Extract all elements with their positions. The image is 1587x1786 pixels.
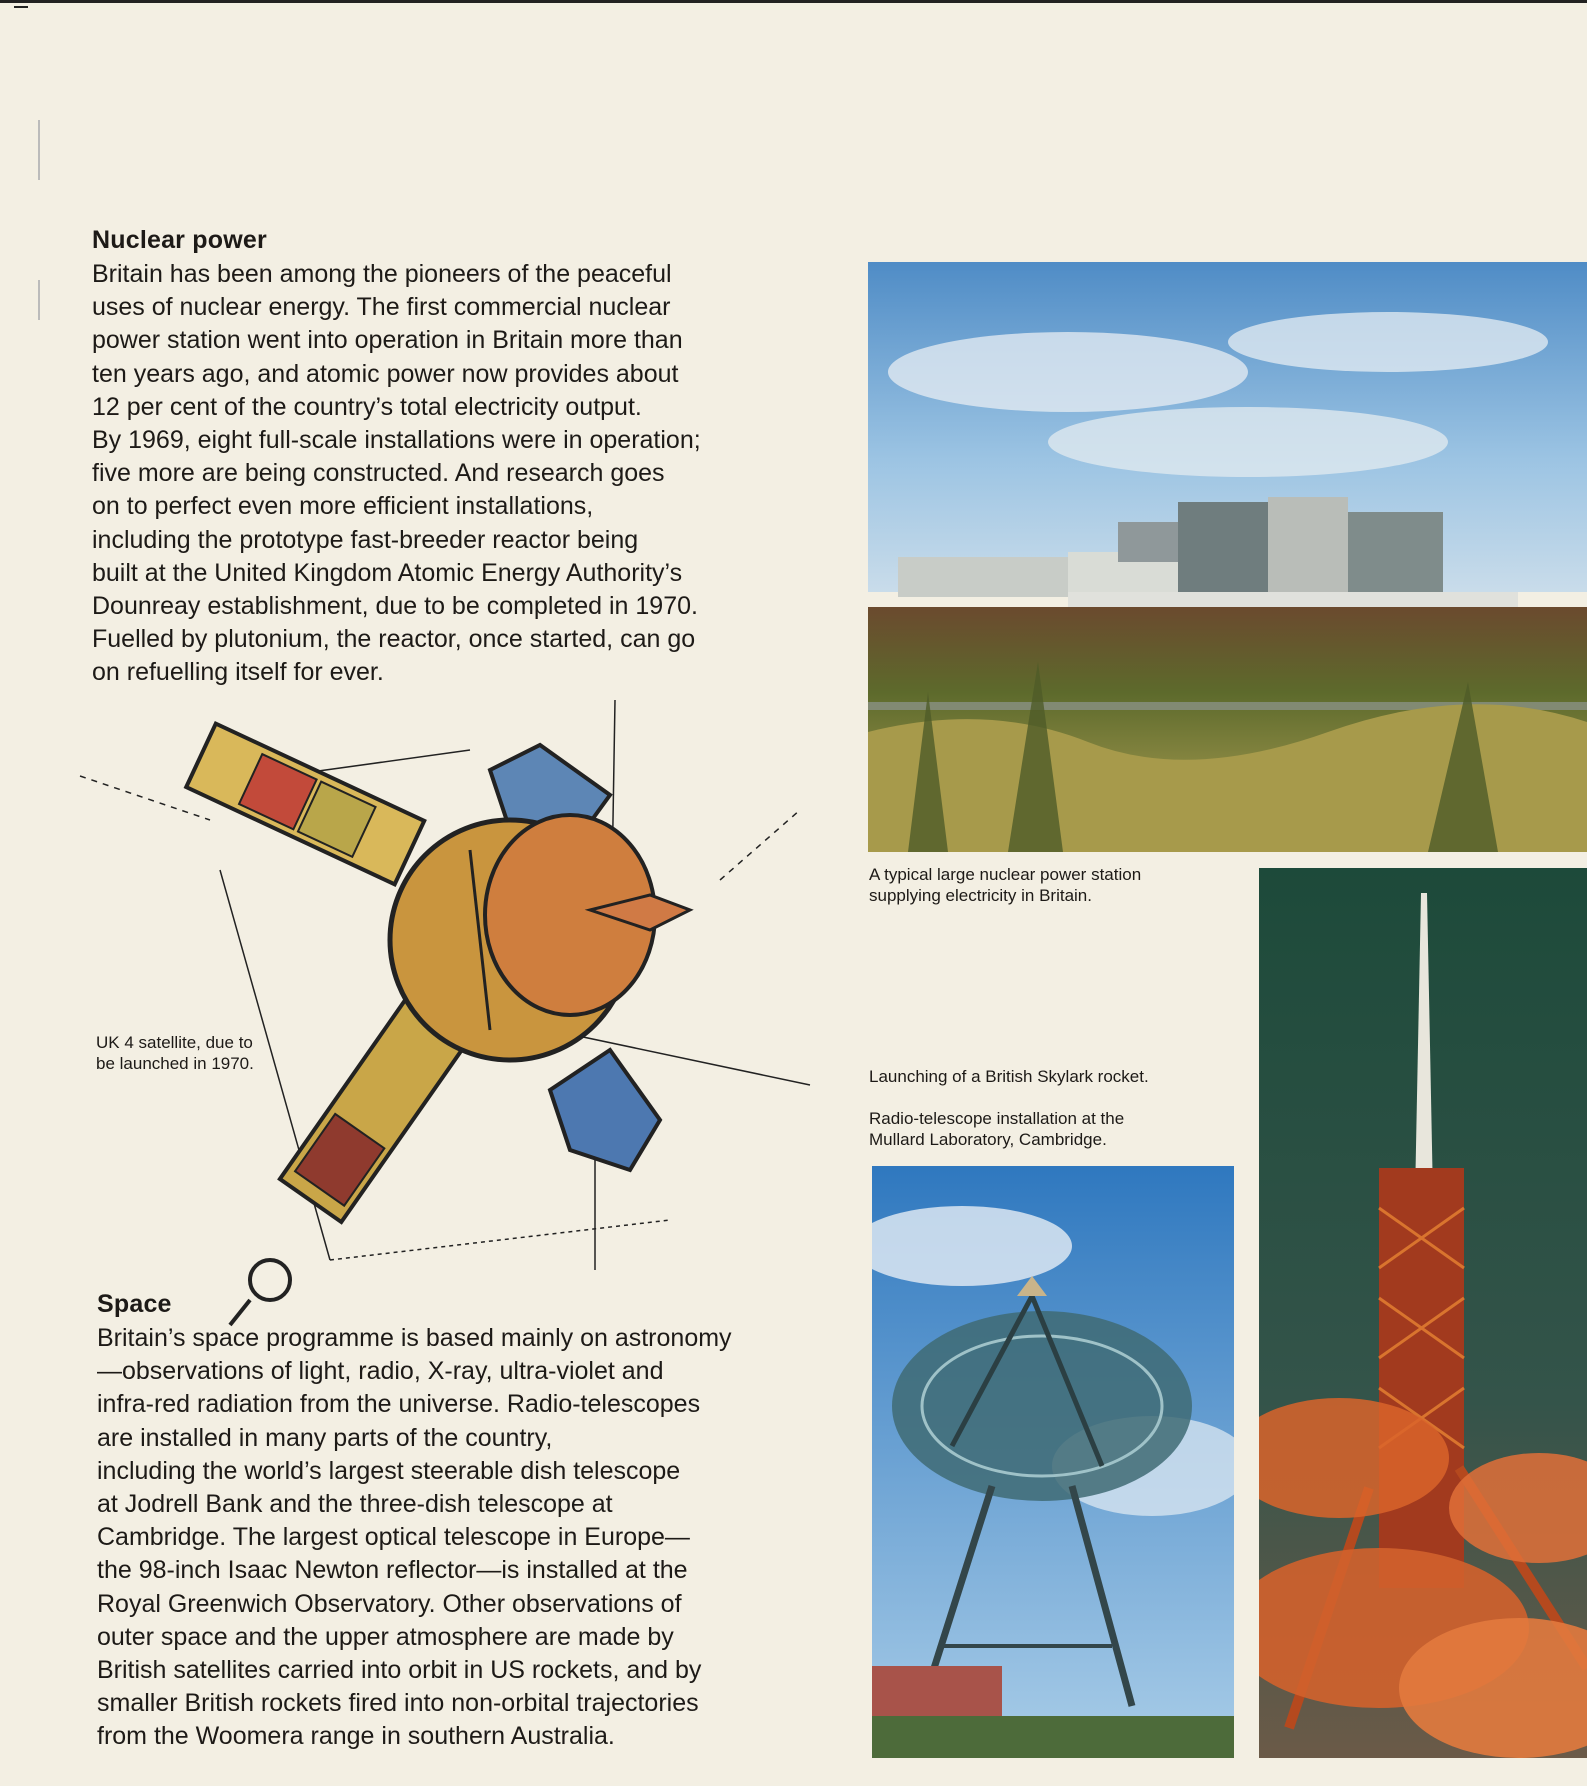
page-top-rule [0,0,1587,3]
satellite-caption: UK 4 satellite, due to be launched in 1970. [96,1033,254,1073]
nuclear-power-heading: Nuclear power [92,226,267,254]
skylark-caption: Launching of a British Skylark rocket. [869,1067,1149,1086]
binding-mark [38,120,40,180]
skylark-rocket-photo [1259,868,1587,1758]
binding-mark [38,280,40,320]
power-station-caption: A typical large nuclear power station supplying electricity in Britain. [869,865,1142,905]
power-station-photo [868,262,1587,852]
radio-telescope-photo [872,1166,1234,1758]
space-heading: Space [97,1290,172,1318]
page-corner-mark [14,6,28,8]
uk4-satellite-illustration [70,700,820,1340]
space-text: Britain’s space programme is based mainly on astronomy —observations of light, radio, X-ray, ultra-violet and infra-red radiation from the universe. Radio-telescopes are installed in many parts of the country, including the world’s largest steerable dish telescope at Jodrell Bank and the three-dish telescope at Cambridge. The largest optical telescope in Europe— the 98-inch Isaac Newton reflector—is installed at the Royal Greenwich Observatory. Other observations of outer space and the upper atmosphere are made by British satellites carried into orbit in US rockets, and by smaller British rockets fired into non-orbital trajectories from the Woomera range in southern Australia. [97,1324,732,1751]
radio-telescope-caption: Radio-telescope installation at the Mullard Laboratory, Cambridge. [869,1109,1125,1149]
nuclear-power-text: Britain has been among the pioneers of the peaceful uses of nuclear energy. The first commercial nuclear power station went into operation in Britain more than ten years ago, and atomic power now provides about 12 per cent of the country’s total electricity output. By 1969, eight full-scale installations were in operation; five more are being constructed. And research goes on to perfect even more efficient installations, including the prototype fast-breeder reactor being built at the United Kingdom Atomic Energy Authority’s Dounreay establishment, due to be completed in 1970. Fuelled by plutonium, the reactor, once started, can go on refuelling itself for ever. [92,260,701,687]
